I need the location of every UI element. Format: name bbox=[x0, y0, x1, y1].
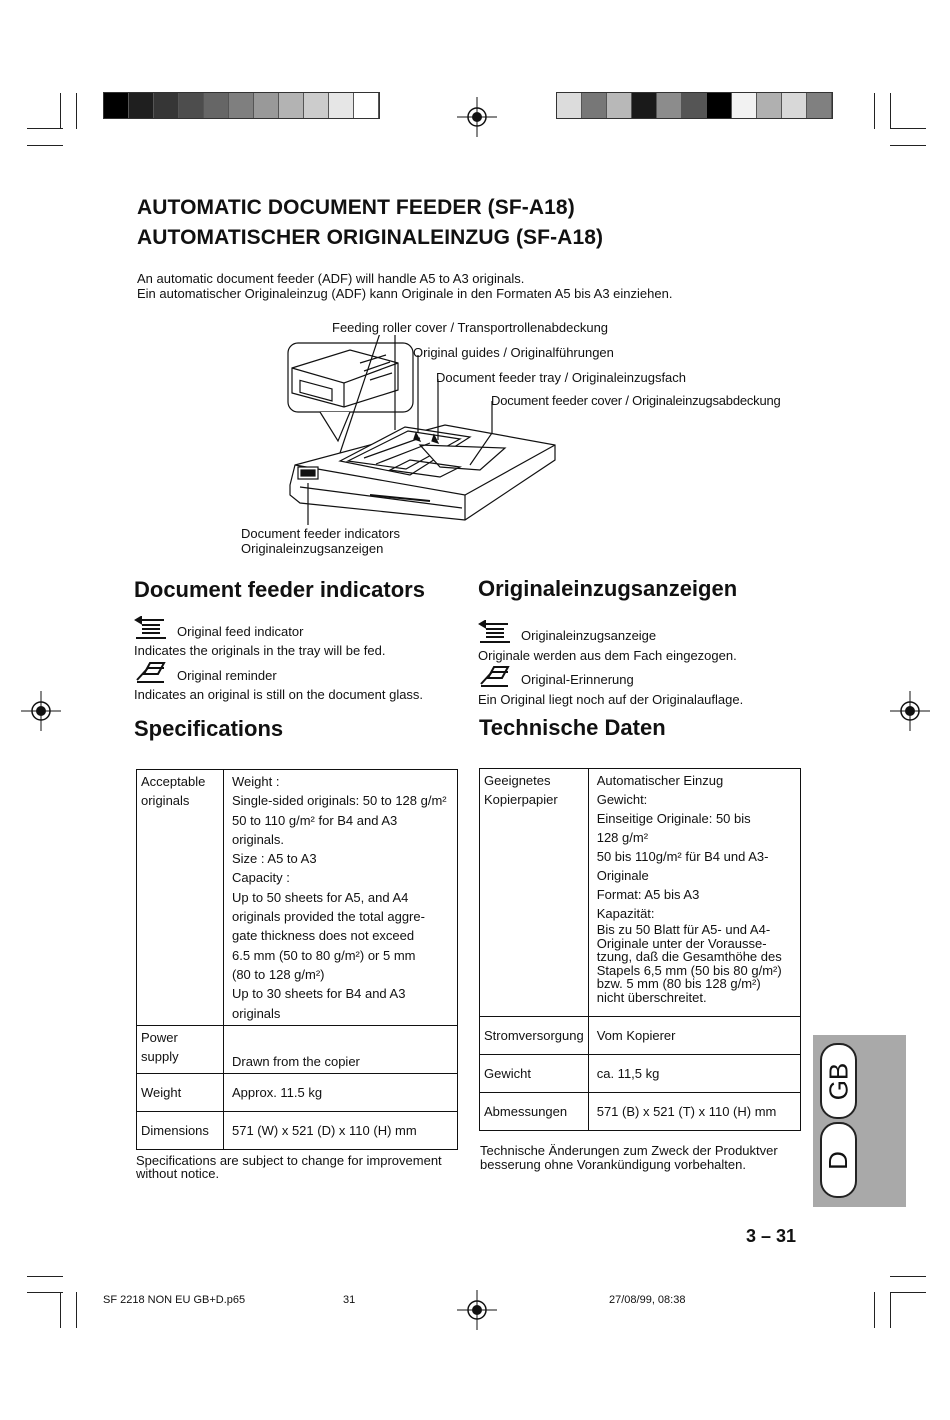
label-feeder-cover: Document feeder cover / Originaleinzugsabdeckung bbox=[491, 393, 781, 408]
spec-value-line: Format: A5 bis A3 bbox=[596, 887, 700, 902]
spec-value-line: (80 to 128 g/m²) bbox=[232, 966, 325, 982]
spec-label: Weight bbox=[141, 1084, 182, 1100]
swatch bbox=[657, 93, 682, 118]
swatch bbox=[304, 93, 329, 118]
label-indicators-de: Originaleinzugsanzeigen bbox=[241, 541, 384, 556]
spec-label-cell bbox=[137, 1111, 224, 1149]
label-feeder-tray: Document feeder tray / Originaleinzugsfach bbox=[436, 370, 687, 385]
spec-note-de-1: Technische Änderungen zum Zweck der Produktver bbox=[480, 1143, 778, 1158]
spec-label-cell bbox=[137, 1025, 224, 1073]
swatch bbox=[607, 93, 632, 118]
table-row bbox=[137, 770, 458, 1026]
intro-de: Ein automatischer Originaleinzug (ADF) kann Originale in den Formaten A5 bis A3 einziehen. bbox=[137, 286, 673, 301]
spec-value-cell bbox=[588, 769, 800, 1017]
table-row bbox=[480, 1017, 801, 1055]
spec-value-cell bbox=[224, 1025, 458, 1073]
footer-page: 31 bbox=[343, 1294, 356, 1306]
spec-label: Abmessungen bbox=[484, 1104, 568, 1119]
spec-value-line: 128 g/m² bbox=[596, 830, 649, 845]
registration-mark-bottom-icon bbox=[455, 1288, 499, 1332]
table-row bbox=[480, 1055, 801, 1093]
swatch bbox=[782, 93, 807, 118]
spec-note-de-2: besserung ohne Vorankündigung vorbehalten. bbox=[480, 1157, 746, 1172]
registration-mark-right-icon bbox=[888, 689, 932, 733]
feed-indicator-desc-en: Indicates the originals in the tray will be fed. bbox=[134, 643, 386, 658]
spec-label: supply bbox=[141, 1049, 179, 1065]
original-feed-indicator-de-icon bbox=[478, 620, 512, 644]
spec-value-line: Weight : bbox=[232, 774, 280, 789]
spec-value-line: Automatischer Einzug bbox=[596, 773, 724, 788]
spec-label: Dimensions bbox=[141, 1122, 209, 1138]
spec-value-line: 50 to 110 g/m² for B4 and A3 bbox=[232, 812, 398, 828]
swatch bbox=[129, 93, 154, 118]
swatch bbox=[104, 93, 129, 118]
spec-label-cell bbox=[480, 1055, 589, 1093]
page-title-en: AUTOMATIC DOCUMENT FEEDER (SF-A18) bbox=[137, 196, 575, 219]
page-title-de: AUTOMATISCHER ORIGINALEINZUG (SF-A18) bbox=[137, 226, 604, 249]
spec-value-line: 50 bis 110g/m² für B4 und A3- bbox=[596, 849, 769, 864]
technische-daten-table bbox=[479, 768, 801, 1131]
swatch bbox=[179, 93, 204, 118]
spec-value-cell bbox=[588, 1093, 800, 1131]
table-row bbox=[137, 1073, 458, 1111]
spec-value-line: originals provided the total aggre- bbox=[232, 909, 425, 925]
specifications-table bbox=[136, 769, 458, 1150]
spec-value-line: 6.5 mm (50 to 80 g/m²) or 5 mm bbox=[232, 947, 416, 963]
swatch bbox=[732, 93, 757, 118]
table-row bbox=[137, 1111, 458, 1149]
swatch bbox=[204, 93, 229, 118]
spec-value-cell bbox=[224, 1073, 458, 1111]
table-row bbox=[137, 1025, 458, 1073]
spec-label: originals bbox=[141, 793, 190, 809]
swatch bbox=[807, 93, 832, 118]
table-row bbox=[480, 769, 801, 1017]
label-feeding-roller-cover: Feeding roller cover / Transportrollenabdeckung bbox=[332, 320, 609, 335]
footer-date: 27/08/99, 08:38 bbox=[609, 1294, 686, 1306]
swatch bbox=[757, 93, 782, 118]
heading-indicators-de: Originaleinzugsanzeigen bbox=[478, 576, 738, 601]
original-reminder-icon bbox=[134, 660, 168, 684]
spec-label-cell bbox=[480, 1093, 589, 1131]
swatch bbox=[557, 93, 582, 118]
swatch bbox=[632, 93, 657, 118]
original-reminder-de-icon bbox=[478, 664, 512, 688]
spec-label-cell bbox=[480, 1017, 589, 1055]
intro-en: An automatic document feeder (ADF) will handle A5 to A3 originals. bbox=[137, 271, 525, 286]
spec-value-cell bbox=[588, 1055, 800, 1093]
reminder-label-en: Original reminder bbox=[177, 668, 277, 683]
language-tab-d: D bbox=[820, 1122, 857, 1198]
spec-label: Power bbox=[141, 1029, 178, 1045]
registration-mark-top-icon bbox=[455, 95, 499, 139]
spec-value-line: ca. 11,5 kg bbox=[596, 1066, 660, 1081]
swatch bbox=[279, 93, 304, 118]
feed-indicator-label-en: Original feed indicator bbox=[177, 624, 304, 639]
spec-value-line: 571 (B) x 521 (T) x 110 (H) mm bbox=[596, 1104, 777, 1119]
spec-value-line: Capacity : bbox=[232, 870, 290, 886]
spec-value-line: Originale unter der Vorausse- bbox=[596, 935, 767, 951]
spec-value-line: gate thickness does not exceed bbox=[232, 928, 415, 944]
swatch bbox=[154, 93, 179, 118]
swatch bbox=[582, 93, 607, 118]
spec-label-cell bbox=[137, 770, 224, 1026]
spec-value-cell bbox=[224, 770, 458, 1026]
spec-value-line: Originale bbox=[596, 868, 649, 883]
spec-value-line: Einseitige Originale: 50 bis bbox=[596, 811, 751, 826]
original-feed-indicator-icon bbox=[134, 616, 168, 640]
spec-label: Geeignetes bbox=[484, 773, 551, 788]
heading-indicators-en: Document feeder indicators bbox=[134, 577, 425, 602]
spec-value-line: originals. bbox=[232, 831, 285, 847]
spec-value-line: Vom Kopierer bbox=[596, 1028, 676, 1043]
table-row bbox=[480, 1093, 801, 1131]
spec-value-line: Single-sided originals: 50 to 128 g/m² bbox=[232, 793, 447, 809]
spec-label-cell bbox=[480, 769, 589, 1017]
label-original-guides: Original guides / Originalführungen bbox=[413, 345, 614, 360]
swatch bbox=[229, 93, 254, 118]
spec-value-line: nicht überschreitet. bbox=[596, 989, 707, 1005]
swatch bbox=[707, 93, 732, 118]
spec-value-cell bbox=[588, 1017, 800, 1055]
heading-technische-daten: Technische Daten bbox=[479, 715, 666, 740]
spec-value-line: 571 (W) x 521 (D) x 110 (H) mm bbox=[232, 1122, 417, 1138]
spec-value-line: Stapels 6,5 mm (50 bis 80 g/m²) bbox=[596, 962, 782, 978]
spec-label-cell bbox=[137, 1073, 224, 1111]
spec-value-line: Up to 30 sheets for B4 and A3 bbox=[232, 986, 406, 1002]
page-number: 3 – 31 bbox=[746, 1226, 797, 1246]
spec-value-line: Approx. 11.5 kg bbox=[232, 1084, 323, 1100]
spec-value-line: bzw. 5 mm (80 bis 128 g/m²) bbox=[596, 976, 761, 991]
swatch bbox=[682, 93, 707, 118]
spec-value-line: Gewicht: bbox=[596, 792, 648, 807]
grayscale-bar-left bbox=[103, 92, 380, 119]
adf-illustration bbox=[280, 335, 580, 540]
spec-value-line: originals bbox=[232, 1005, 281, 1021]
spec-note-en-2: without notice. bbox=[136, 1166, 220, 1181]
label-indicators-en: Document feeder indicators bbox=[241, 526, 400, 541]
spec-value-line: Drawn from the copier bbox=[232, 1053, 360, 1069]
spec-note-en-1: Specifications are subject to change for improvement bbox=[136, 1153, 442, 1168]
spec-label: Stromversorgung bbox=[484, 1028, 584, 1043]
spec-value-line: Up to 50 sheets for A5, and A4 bbox=[232, 889, 409, 905]
swatch bbox=[329, 93, 354, 118]
registration-mark-left-icon bbox=[19, 689, 63, 733]
spec-label: Gewicht bbox=[484, 1066, 531, 1081]
spec-value-line: Kapazität: bbox=[596, 906, 655, 921]
spec-value-line: tzung, daß die Gesamthöhe des bbox=[596, 949, 782, 964]
feed-indicator-desc-de: Originale werden aus dem Fach eingezogen. bbox=[478, 648, 737, 663]
reminder-label-de: Original-Erinnerung bbox=[521, 672, 634, 687]
swatch bbox=[354, 93, 379, 118]
language-tab-gb: GB bbox=[820, 1043, 857, 1119]
spec-value-cell bbox=[224, 1111, 458, 1149]
reminder-desc-en: Indicates an original is still on the document glass. bbox=[134, 687, 424, 702]
footer-file: SF 2218 NON EU GB+D.p65 bbox=[103, 1294, 246, 1306]
spec-value-line: Bis zu 50 Blatt für A5- und A4- bbox=[596, 922, 771, 937]
grayscale-bar-right bbox=[556, 92, 833, 119]
heading-specifications: Specifications bbox=[134, 716, 284, 741]
spec-label: Acceptable bbox=[141, 774, 206, 789]
spec-label: Kopierpapier bbox=[484, 792, 558, 807]
spec-value-line: Size : A5 to A3 bbox=[232, 851, 317, 867]
reminder-desc-de: Ein Original liegt noch auf der Originalauflage. bbox=[478, 692, 744, 707]
feed-indicator-label-de: Originaleinzugsanzeige bbox=[521, 628, 657, 643]
swatch bbox=[254, 93, 279, 118]
